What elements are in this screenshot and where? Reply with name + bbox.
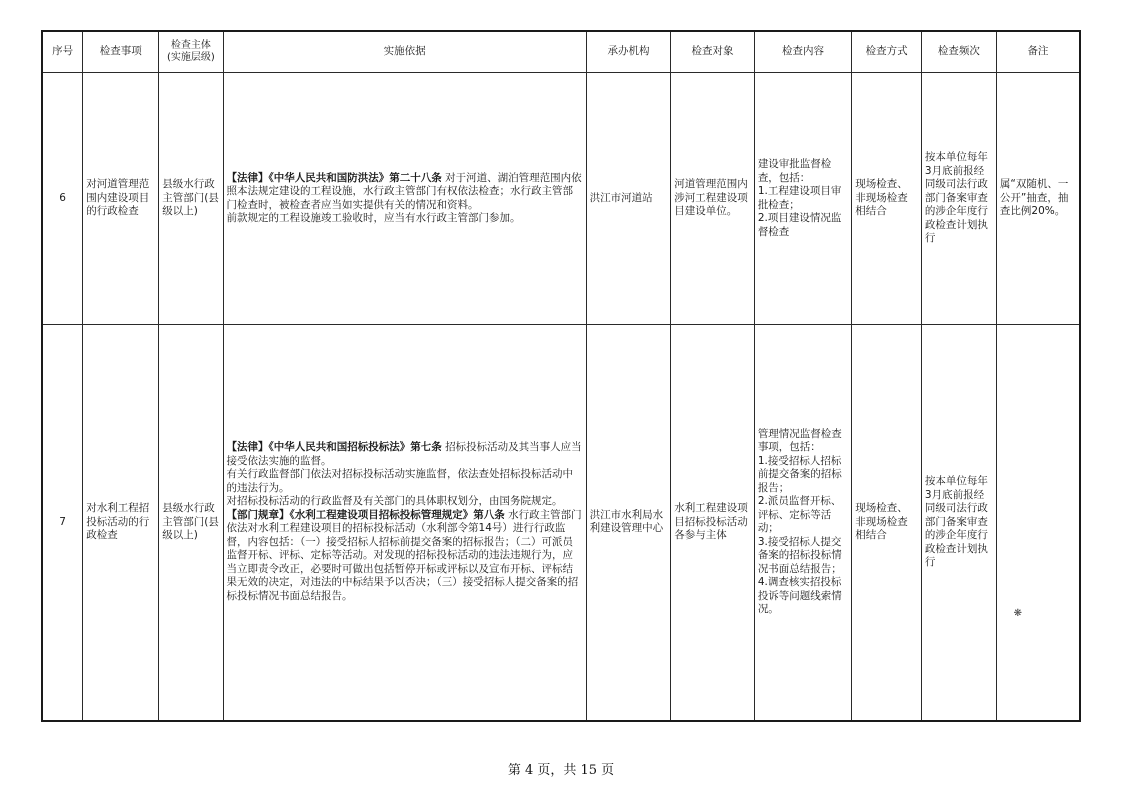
row-seq: 6	[42, 73, 83, 325]
basis-paragraph	[227, 509, 583, 604]
basis-regulation-text: 水行政主管部门依法对水利工程建设项目的招标投标活动（水利部令第14号）进行行政监督，内容包括：（一）接受招标人招标前提交备案的招标报告；（二）可派员监督开标、评标、定标等活动。对发现的招标投标活动的违法违规行为，应当立即责令改正，必要时可做出包括暂停开标或评标以及宣布开标、评标结果无效的决定，对违法的中标结果予以否决；（三）接受招标人提交备案的招标投标情况书面总结报告。	[226, 508, 582, 602]
header-content: 检查内容	[754, 31, 851, 73]
basis-paragraph: 前款规定的工程设施竣工验收时，应当有水行政主管部门参加。	[226, 212, 521, 224]
basis-regulation-citation: 【部门规章】《水利工程建设项目招标投标管理规定》第八条	[226, 508, 505, 521]
header-frequency: 检查频次	[921, 31, 996, 73]
header-basis: 实施依据	[223, 31, 586, 73]
row-basis	[223, 73, 586, 325]
row-item: 对水利工程招投标活动的行政检查	[83, 325, 159, 721]
header-method: 检查方式	[852, 31, 922, 73]
basis-law-citation: 【法律】《中华人民共和国招标投标法》第七条	[226, 441, 442, 454]
row-target: 河道管理范围内涉河工程建设项目建设单位。	[671, 73, 755, 325]
basis-paragraph: 对招标投标活动的行政监督及有关部门的具体职权划分，由国务院规定。	[226, 495, 563, 508]
row-remark: 属“双随机、一公开”抽查，抽查比例20%。	[996, 73, 1080, 325]
header-agency: 承办机构	[586, 31, 671, 73]
row-method: 现场检查、非现场检查相结合	[852, 325, 922, 721]
inspection-table	[41, 30, 1081, 722]
row-subject: 县级水行政主管部门(县级以上)	[159, 73, 223, 325]
row-content: 管理情况监督检查事项，包括： 1.接受招标人招标前提交备案的招标报告； 2.派员监督开标、评标、定标等活动； 3.接受招标人提交备案的招标投标情况书面总结报告； 4.调查核实招投标投诉等问题线索情况。	[754, 325, 851, 721]
header-seq: 序号	[42, 31, 83, 73]
row-frequency: 按本单位每年3月底前报经同级司法行政部门备案审查的涉企年度行政检查计划执行	[921, 73, 996, 325]
header-remark: 备注	[996, 31, 1080, 73]
row-agency: 洪江市河道站	[586, 73, 671, 325]
header-target: 检查对象	[671, 31, 755, 73]
header-subject	[159, 31, 223, 73]
basis-law-text: 对于河道、湖泊管理范围内依照本法规定建设的工程设施，水行政主管部门有权依法检查；水行政主管部门检查时，被检查者应当如实提供有关的情况和资料。	[226, 171, 582, 211]
basis-law-citation: 【法律】《中华人民共和国防洪法》第二十八条	[226, 171, 442, 184]
row-basis	[223, 325, 586, 721]
table-row	[42, 73, 1080, 325]
row-remark	[996, 325, 1080, 721]
basis-paragraph	[227, 172, 583, 213]
header-item: 检查事项	[83, 31, 159, 73]
row-seq: 7	[42, 325, 83, 721]
basis-law-text: 招标投标活动及其当事人应当接受依法实施的监督。	[226, 441, 582, 467]
table-header-row	[42, 31, 1080, 73]
row-agency: 洪江市水利局水利建设管理中心	[586, 325, 671, 721]
basis-paragraph: 有关行政监督部门依法对招标投标活动实施监督，依法查处招标投标活动中的违法行为。	[226, 468, 574, 494]
table-row	[42, 325, 1080, 721]
row-subject: 县级水行政主管部门(县级以上)	[159, 325, 223, 721]
header-subject-sub: (实施层级)	[166, 52, 215, 63]
row-method: 现场检查、非现场检查相结合	[852, 73, 922, 325]
row-target: 水利工程建设项目招标投标活动各参与主体	[671, 325, 755, 721]
scan-speck: ❋	[1013, 608, 1022, 619]
row-frequency: 按本单位每年3月底前报经同级司法行政部门备案审查的涉企年度行政检查计划执行	[921, 325, 996, 721]
page-number-footer: 第 4 页，共 15 页	[507, 763, 615, 778]
row-content: 建设审批监督检查，包括： 1.工程建设项目审批检查； 2.项目建设情况监督检查	[754, 73, 851, 325]
row-item: 对河道管理范围内建设项目的行政检查	[83, 73, 159, 325]
header-subject-main: 检查主体	[170, 40, 211, 51]
basis-paragraph	[227, 441, 583, 468]
